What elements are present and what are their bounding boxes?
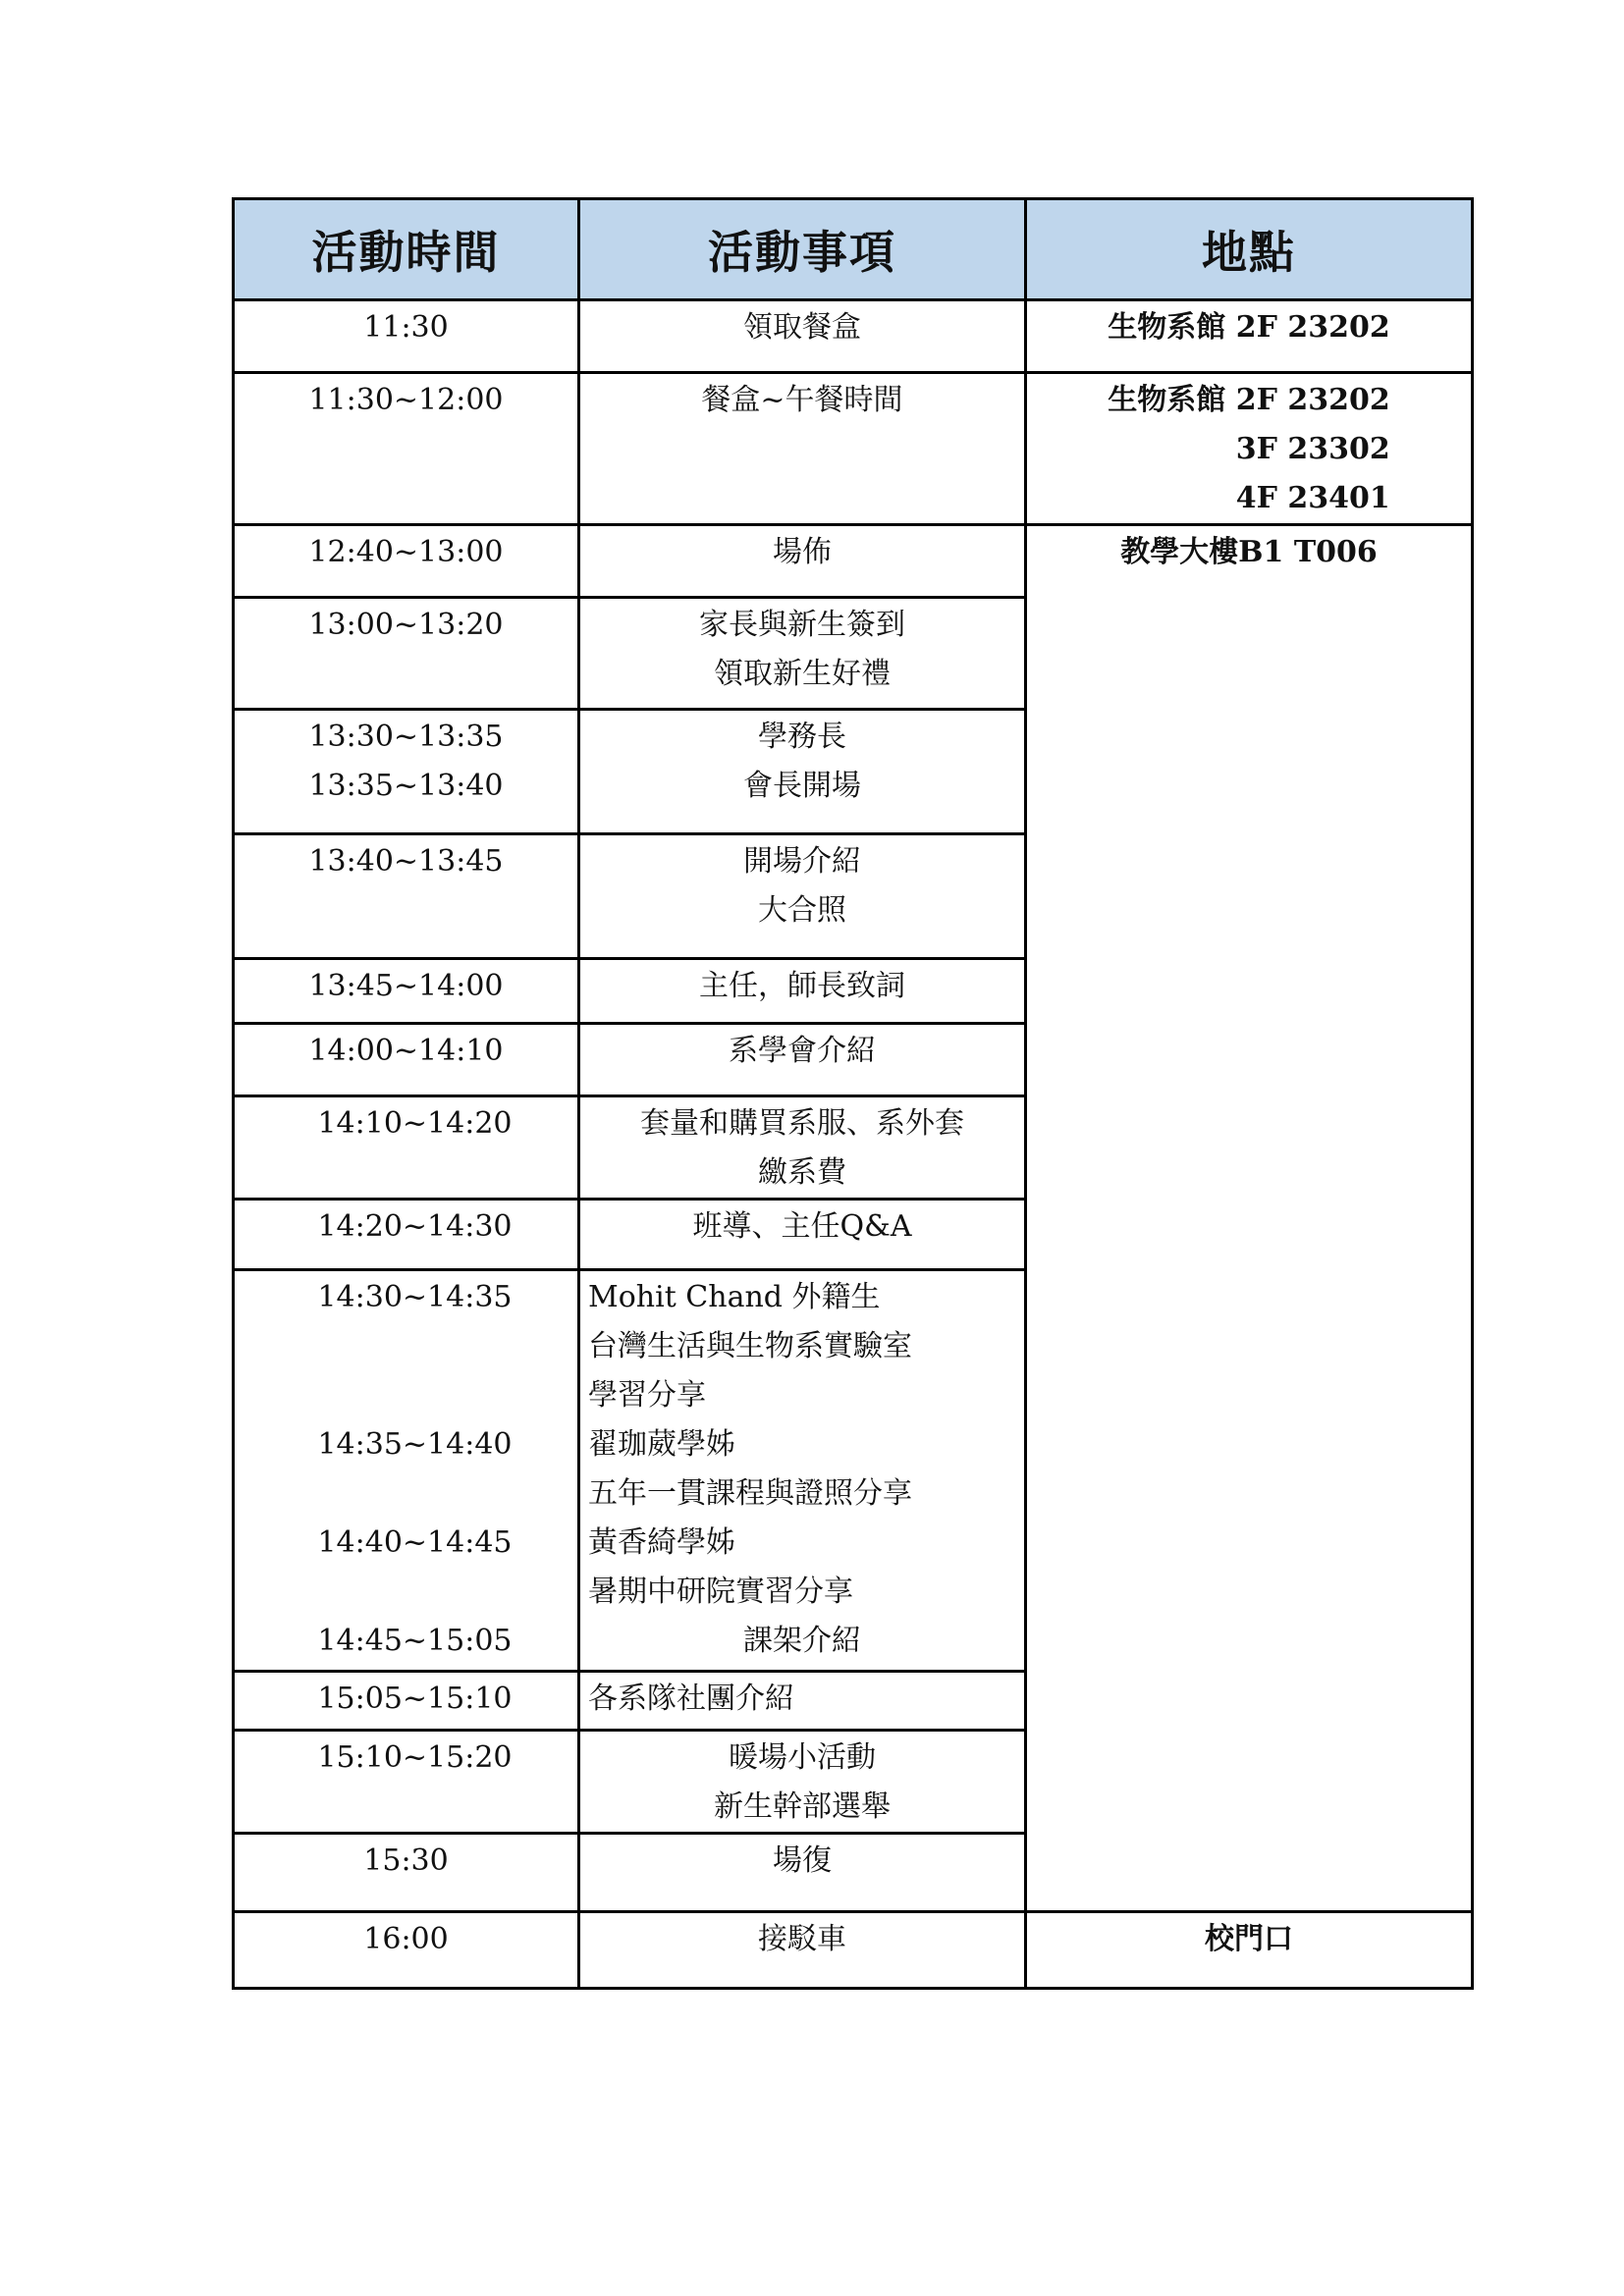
header-row — [234, 199, 1473, 300]
header-time: 活動時間 — [234, 199, 579, 300]
activity-cell: 系學會介紹 — [579, 1024, 1026, 1096]
time-cell: 13:45~14:00 — [234, 959, 579, 1024]
header-activity: 活動事項 — [579, 199, 1026, 300]
location-cell: 生物系館 2F 23202 3F 23302 4F 23401 — [1026, 373, 1473, 525]
time-cell: 11:30~12:00 — [234, 373, 579, 525]
time-cell: 16:00 — [234, 1912, 579, 1989]
table-row — [234, 373, 1473, 525]
activity-cell: Mohit Chand 外籍生 台灣生活與生物系實驗室 學習分享 翟珈葳學姊 五年一貫課程與證照分享 黃香綺學姊 暑期中研院實習分享 課架介紹 — [579, 1270, 1026, 1672]
activity-cell: 主任，師長致詞 — [579, 959, 1026, 1024]
location-cell: 教學大樓B1 T006 — [1026, 525, 1473, 1912]
time-cell: 14:20~14:30 — [234, 1200, 579, 1270]
time-cell: 15:30 — [234, 1834, 579, 1912]
activity-cell: 場復 — [579, 1834, 1026, 1912]
time-cell: 15:05~15:10 — [234, 1672, 579, 1731]
activity-cell: 套量和購買系服、系外套 繳系費 — [579, 1096, 1026, 1200]
time-cell: 14:30~14:35 14:35~14:40 14:40~14:45 14:45~15:05 — [234, 1270, 579, 1672]
activity-cell: 餐盒~午餐時間 — [579, 373, 1026, 525]
table-row — [234, 1912, 1473, 1989]
time-cell: 13:00~13:20 — [234, 598, 579, 710]
activity-cell: 暖場小活動 新生幹部選舉 — [579, 1731, 1026, 1834]
activity-cell: 各系隊社團介紹 — [579, 1672, 1026, 1731]
header-location: 地點 — [1026, 199, 1473, 300]
time-cell: 13:40~13:45 — [234, 834, 579, 959]
time-cell: 11:30 — [234, 300, 579, 373]
activity-cell: 接駁車 — [579, 1912, 1026, 1989]
table-row — [234, 525, 1473, 598]
table-row — [234, 300, 1473, 373]
time-cell: 13:30~13:35 13:35~13:40 — [234, 710, 579, 834]
time-cell: 15:10~15:20 — [234, 1731, 579, 1834]
activity-cell: 班導、主任Q&A — [579, 1200, 1026, 1270]
activity-cell: 家長與新生簽到 領取新生好禮 — [579, 598, 1026, 710]
activity-cell: 領取餐盒 — [579, 300, 1026, 373]
location-cell: 校門口 — [1026, 1912, 1473, 1989]
time-cell: 14:10~14:20 — [234, 1096, 579, 1200]
schedule-table — [232, 197, 1474, 1990]
activity-cell: 開場介紹 大合照 — [579, 834, 1026, 959]
activity-cell: 場佈 — [579, 525, 1026, 598]
time-cell: 14:00~14:10 — [234, 1024, 579, 1096]
location-cell: 生物系館 2F 23202 — [1026, 300, 1473, 373]
time-cell: 12:40~13:00 — [234, 525, 579, 598]
activity-cell: 學務長 會長開場 — [579, 710, 1026, 834]
